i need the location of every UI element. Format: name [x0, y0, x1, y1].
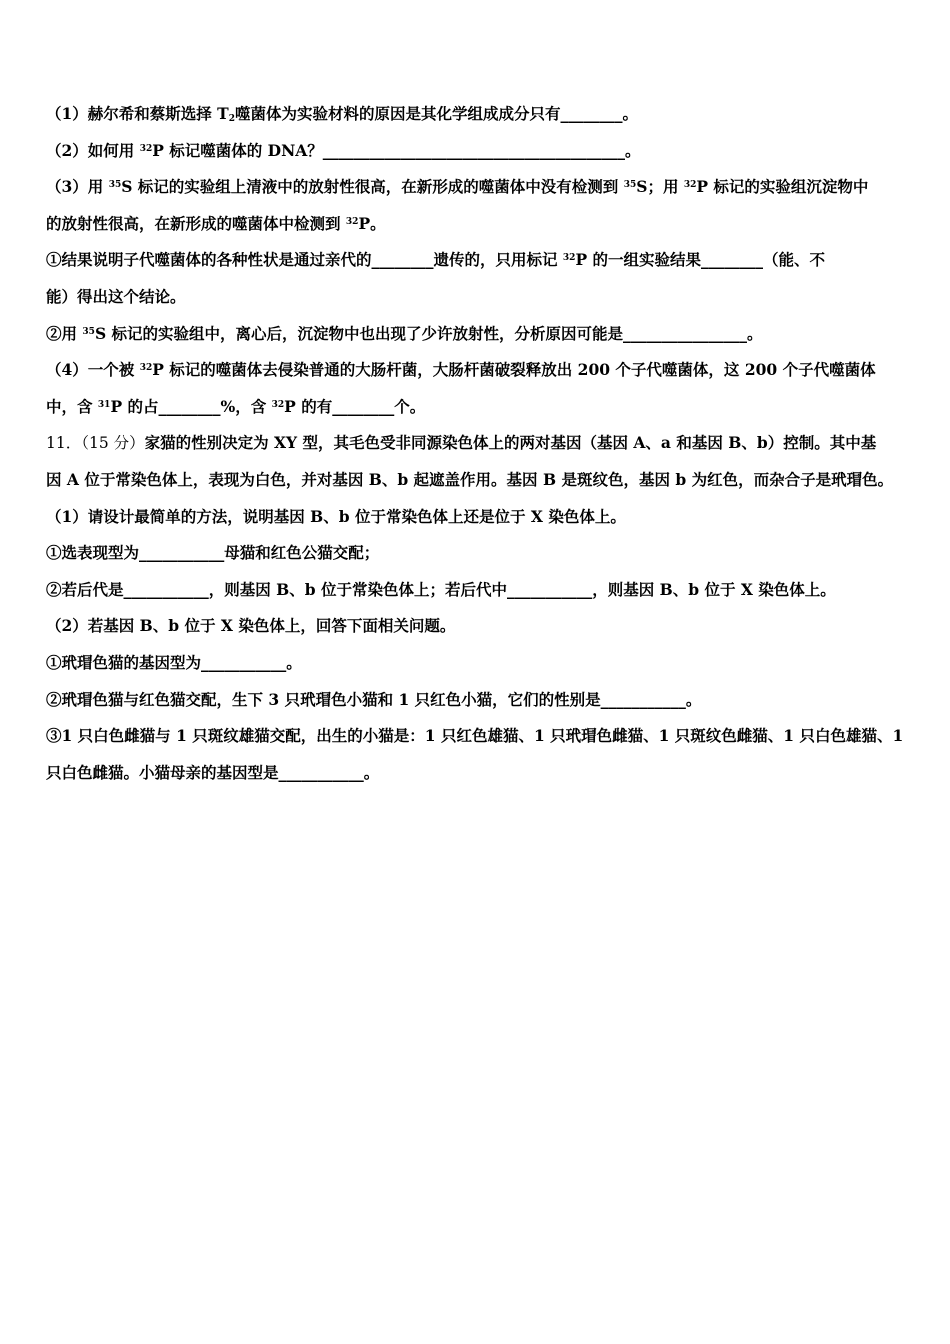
text-line: （1）请设计最简单的方法，说明基因 B、b 位于常染色体上还是位于 X 染色体上。	[46, 506, 626, 526]
question-11-line: 11．（15 分）家猫的性别决定为 XY 型，其毛色受非同源染色体上的两对基因（基因 A、a 和基因 B、b）控制。其中基	[46, 433, 877, 453]
text-line: 能）得出这个结论。	[46, 286, 186, 306]
text-line: 只白色雌猫。小猫母亲的基因型是___________。	[46, 762, 380, 782]
text-line: （2）若基因 B、b 位于 X 染色体上，回答下面相关问题。	[46, 616, 456, 636]
text-line: （3）用 $^{35}$S 标记的实验组上清液中的放射性很高，在新形成的噬菌体中没有检测到 $^{35}$S；用 $^{32}$P 标记的实验组沉淀物中	[46, 177, 869, 197]
text-line: ②玳瑁色猫与红色猫交配，生下 3 只玳瑁色小猫和 1 只红色小猫，它们的性别是___________。	[46, 689, 702, 709]
text-line: ②若后代是___________，则基因 B、b 位于常染色体上；若后代中___________，则基因 B、b 位于 X 染色体上。	[46, 579, 836, 599]
text-line: ①结果说明子代噬菌体的各种性状是通过亲代的________遗传的，只用标记 $^{32}$P 的一组实验结果________（能、不	[46, 250, 825, 270]
text-line: （2）如何用 $^{32}$P 标记噬菌体的 DNA？_______________________________________。	[46, 140, 641, 160]
text-line: ②用 $^{35}$S 标记的实验组中，离心后，沉淀物中也出现了少许放射性，分析原因可能是________________。	[46, 323, 763, 343]
text-line: ③1 只白色雌猫与 1 只斑纹雄猫交配，出生的小猫是：1 只红色雄猫、1 只玳瑁色雌猫、1 只斑纹色雌猫、1 只白色雄猫、1	[46, 726, 904, 746]
text-line: ①玳瑁色猫的基因型为___________。	[46, 652, 302, 672]
text-line: 因 A 位于常染色体上，表现为白色，并对基因 B、b 起遮盖作用。基因 B 是斑纹色，基因 b 为红色，而杂合子是玳瑁色。	[46, 469, 894, 489]
text-line: ①选表现型为___________母猫和红色公猫交配；	[46, 543, 380, 563]
text-line: 的放射性很高，在新形成的噬菌体中检测到 $^{32}$P。	[46, 213, 386, 233]
question-text	[46, 96, 916, 791]
text-line: （4）一个被 $^{32}$P 标记的噬菌体去侵染普通的大肠杆菌，大肠杆菌破裂释放出 200 个子代噬菌体，这 200 个子代噬菌体	[46, 360, 876, 380]
text-line: 中，含 $^{31}$P 的占________%，含 $^{32}$P 的有________个。	[46, 396, 426, 416]
text-line: （1）赫尔希和蔡斯选择 $T_2$噬菌体为实验材料的原因是其化学组成成分只有________。	[46, 104, 638, 124]
